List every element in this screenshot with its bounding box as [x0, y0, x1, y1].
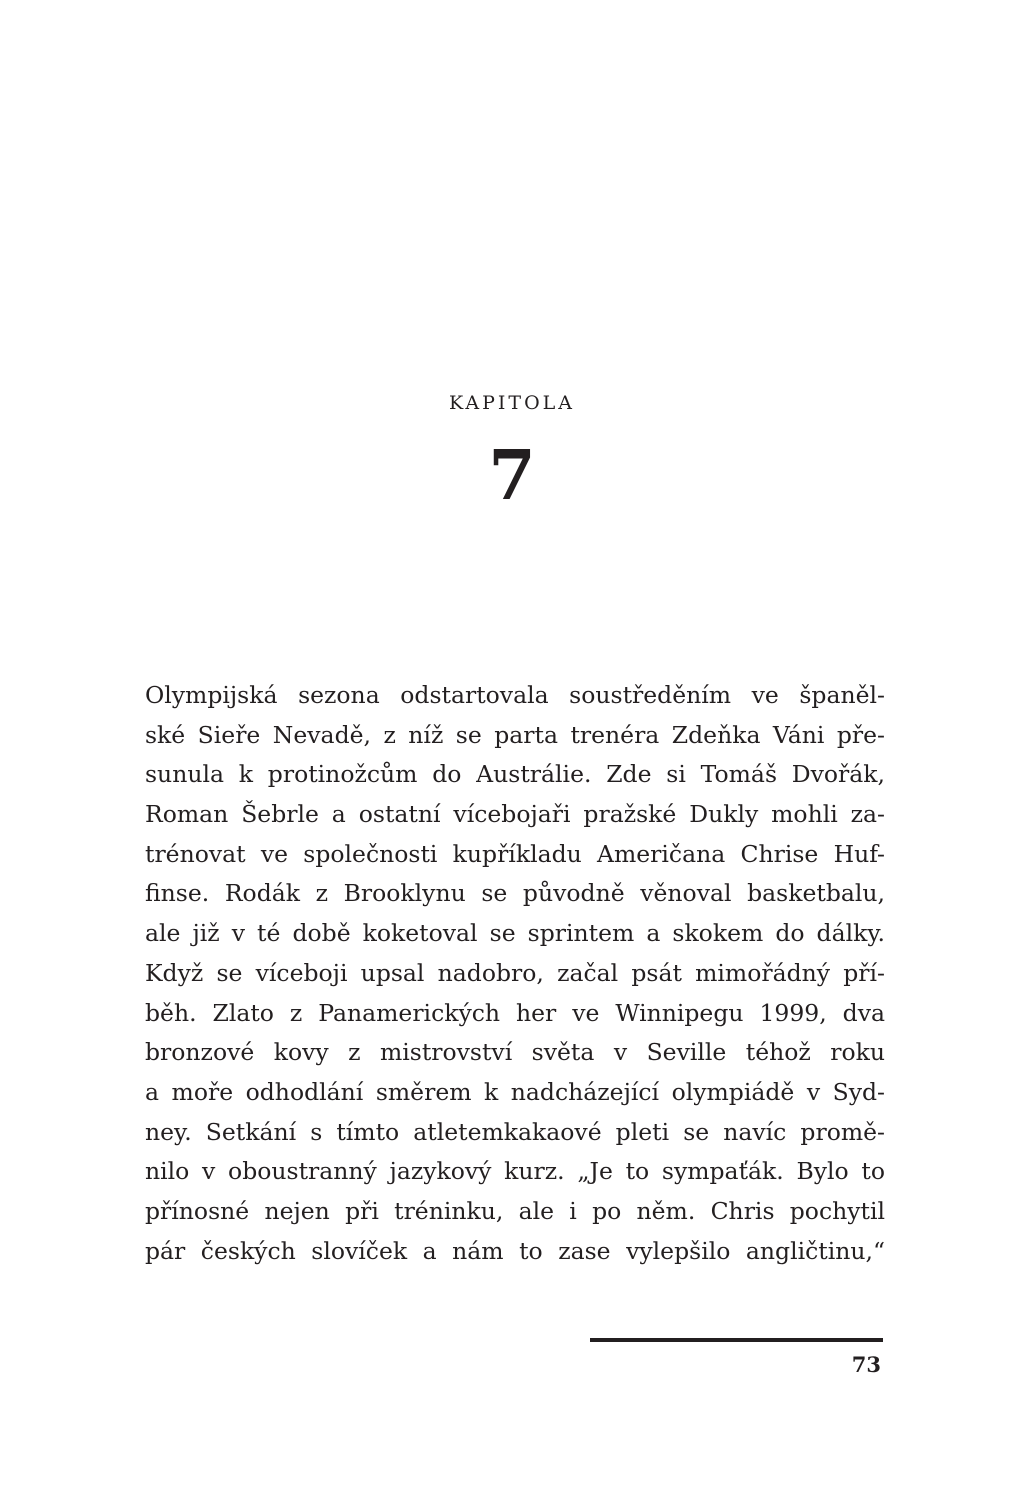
- text-line: Olympijská sezona odstartovala soustředěním ve španěl-: [145, 681, 885, 709]
- page-number: 73: [851, 1352, 881, 1377]
- text-line: Roman Šebrle a ostatní vícebojaři pražské Dukly mohli za-: [145, 800, 885, 829]
- text-line: a moře odhodlání směrem k nadcházející olympiádě v Syd-: [145, 1077, 885, 1106]
- text-line: sunula k protinožcům do Austrálie. Zde si Tomáš Dvořák,: [145, 760, 885, 789]
- chapter-label: KAPITOLA: [448, 392, 576, 414]
- body-paragraph: [145, 676, 885, 1271]
- text-line: ské Sieře Nevadě, z níž se parta trenéra Zdeňka Váni pře-: [145, 720, 885, 749]
- text-line: běh. Zlato z Panamerických her ve Winnipegu 1999, dva: [145, 998, 885, 1027]
- text-line: finse. Rodák z Brooklynu se původně věnoval basketbalu,: [145, 879, 885, 908]
- footer-divider: [590, 1338, 883, 1342]
- text-line: přínosné nejen při tréninku, ale i po něm. Chris pochytil: [145, 1196, 885, 1225]
- chapter-number: 7: [488, 436, 536, 516]
- text-line: ale již v té době koketoval se sprintem a skokem do dálky.: [145, 919, 885, 948]
- text-line: pár českých slovíček a nám to zase vylepšilo angličtinu,“: [145, 1236, 885, 1265]
- text-line: trénovat ve společnosti kupříkladu Američana Chrise Huf-: [145, 839, 885, 868]
- text-line: Když se víceboji upsal nadobro, začal psát mimořádný pří-: [145, 958, 885, 987]
- text-line: bronzové kovy z mistrovství světa v Seville téhož roku: [145, 1038, 885, 1067]
- text-line: ney. Setkání s tímto atletemkakaové pleti se navíc promě-: [145, 1117, 885, 1146]
- text-line: nilo v oboustranný jazykový kurz. „Je to sympaťák. Bylo to: [145, 1157, 885, 1186]
